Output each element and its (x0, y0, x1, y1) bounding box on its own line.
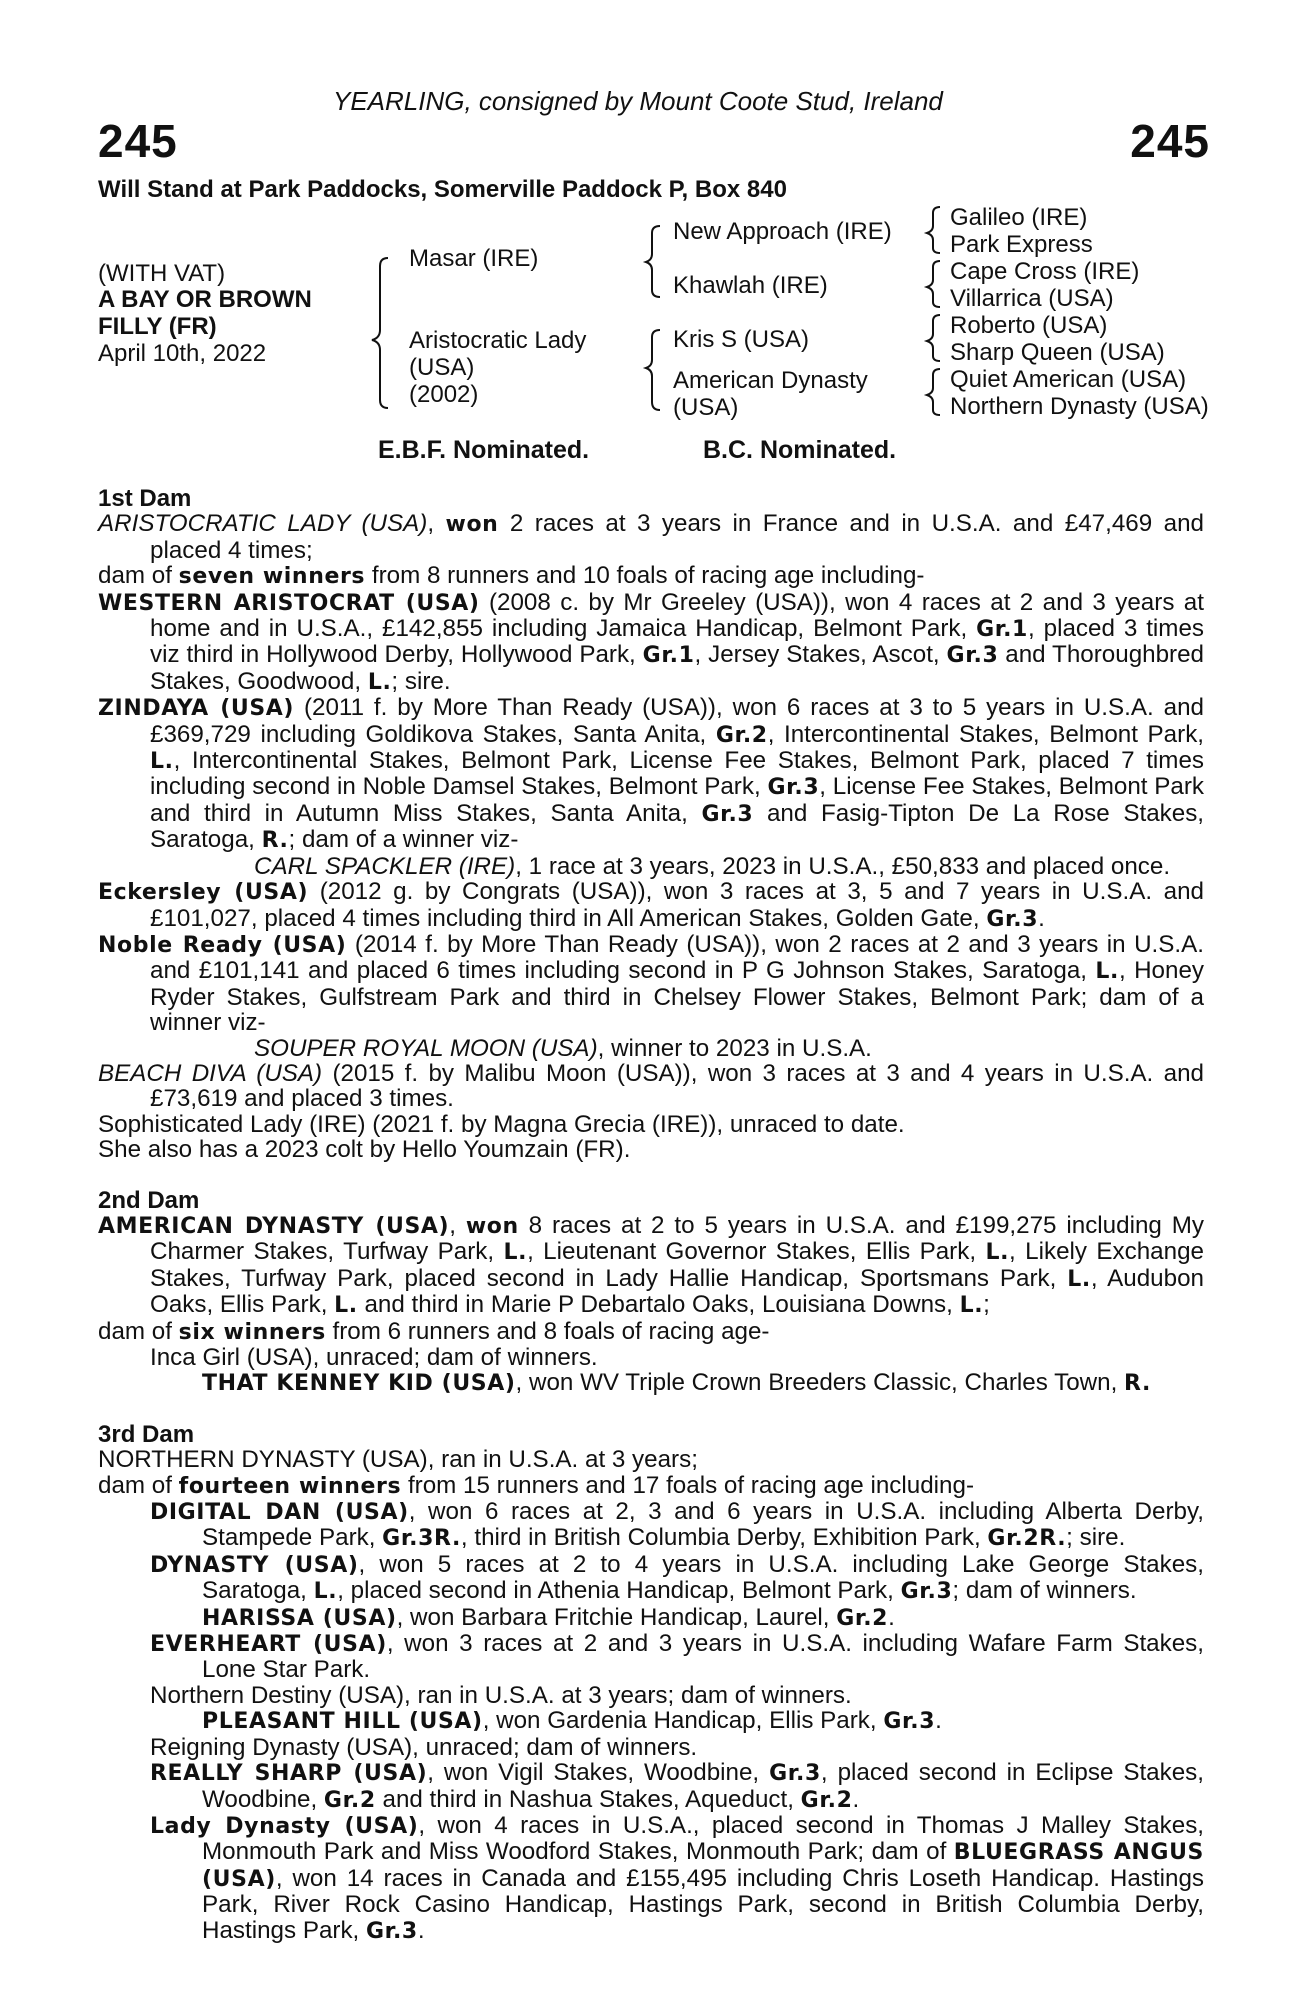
lot-number-right: 245 (1130, 115, 1210, 167)
produce-souper-royal-moon: SOUPER ROYAL MOON (USA), winner to 2023 in U.S.A. (254, 1034, 872, 1062)
sire-name: Masar (IRE) (409, 245, 539, 272)
dam-dam-l2: (USA) (673, 394, 739, 421)
brace-sd (927, 261, 940, 307)
section-1st-dam: 1st Dam (98, 485, 192, 512)
section-3rd-dam: 3rd Dam (98, 1420, 195, 1448)
produce-harissa: HARISSA (USA), won Barbara Fritchie Handicap, Laurel, Gr.2. (202, 1603, 895, 1631)
brace-ds (927, 315, 940, 361)
brace-ss (927, 207, 940, 253)
sdd: Villarrica (USA) (950, 285, 1114, 312)
produce-everheart: EVERHEART (USA), won 3 races at 2 and 3 years in U.S.A. including Wafare Farm Stakes, Lone Star Park. (150, 1630, 1204, 1684)
produce-beach-diva: BEACH DIVA (USA) (2015 f. by Malibu Moon (USA)), won 3 races at 3 and 4 years in U.S.A. and £73,619 and placed 3 times. (98, 1059, 1204, 1113)
sire-dam: Khawlah (IRE) (673, 272, 828, 299)
produce-northern-destiny: Northern Destiny (USA), ran in U.S.A. at 3 years; dam of winners. (150, 1681, 852, 1709)
produce-sophisticated-lady: Sophisticated Lady (IRE) (2021 f. by Magna Grecia (IRE)), unraced to date. (98, 1110, 905, 1138)
dam-name-l3: (2002) (409, 381, 479, 408)
catalogue-body (98, 486, 1204, 1944)
dam-sire: Kris S (USA) (673, 326, 810, 353)
dam-dam-l1: American Dynasty (673, 367, 868, 394)
sds: Cape Cross (IRE) (950, 258, 1140, 285)
section-2nd-dam: 2nd Dam (98, 1186, 200, 1214)
produce-dynasty: DYNASTY (USA), won 5 races at 2 to 4 years in U.S.A. including Lake George Stakes, Saratoga, L., placed second in Athenia Handicap, Belmont Park, Gr.3; dam of winners. (150, 1550, 1204, 1605)
brace-sire (646, 226, 660, 297)
dam1-colt-note: She also has a 2023 colt by Hello Youmzain (FR). (98, 1136, 631, 1164)
produce-western-aristocrat: WESTERN ARISTOCRAT (USA) (2008 c. by Mr Greeley (USA)), won 4 races at 2 and 3 years at home and in U.S.A., £142,855 including Jamaica Handicap, Belmont Park, Gr.1, placed 3 times viz third in Hollywood Derby, Hollywood Park, Gr.1, Jersey Stakes, Ascot, Gr.3 and Thoroughbred Stakes, Goodwood, L.; sire. (98, 588, 1205, 695)
produce-that-kenney-kid: THAT KENNEY KID (USA), won WV Triple Crown Breeders Classic, Charles Town, R. (202, 1369, 1151, 1397)
dam3-produce-summary: dam of fourteen winners from 15 runners and 17 foals of racing age including- (98, 1471, 974, 1499)
produce-digital-dan: DIGITAL DAN (USA), won 6 races at 2, 3 and 6 years in U.S.A. including Alberta Derby, Stampede Park, Gr.3R., third in British Columbia Derby, Exhibition Park, Gr.2R.; sire. (150, 1498, 1204, 1552)
brace-gen1 (372, 258, 388, 408)
dam-name-l1: Aristocratic Lady (409, 327, 587, 354)
consignment-line: YEARLING, consigned by Mount Coote Stud, Ireland (333, 86, 943, 116)
ssd: Park Express (950, 231, 1093, 258)
bc-nominated: B.C. Nominated. (703, 436, 897, 464)
dss: Roberto (USA) (950, 312, 1108, 339)
horse-name-line1: A BAY OR BROWN (98, 286, 312, 313)
stand-location: Will Stand at Park Paddocks, Somerville Paddock P, Box 840 (98, 176, 787, 203)
brace-dd (927, 369, 940, 415)
brace-dam (646, 330, 660, 410)
dsd: Sharp Queen (USA) (950, 339, 1165, 366)
produce-noble-ready: Noble Ready (USA) (2014 f. by More Than Ready (USA)), won 2 races at 2 and 3 years in U.S.A. and £101,141 and placed 6 times including second in P G Johnson Stakes, Saratoga, L., Honey Ryder Stakes, Gulfstream Park and third in Chelsey Flower Stakes, Belmont Park; dam of a winner viz- (98, 930, 1204, 1037)
dam-name-l2: (USA) (409, 354, 475, 381)
produce-inca-girl: Inca Girl (USA), unraced; dam of winners. (150, 1344, 598, 1371)
lot-number-left: 245 (98, 115, 178, 167)
produce-eckersley: Eckersley (USA) (2012 g. by Congrats (USA)), won 3 races at 3, 5 and 7 years in U.S.A. and £101,027, placed 4 times including third in All American Stakes, Golden Gate, Gr.3. (98, 878, 1204, 932)
produce-reigning-dynasty: Reigning Dynasty (USA), unraced; dam of winners. (150, 1733, 698, 1761)
dds: Quiet American (USA) (950, 366, 1187, 393)
ebf-nominated: E.B.F. Nominated. (378, 436, 590, 464)
dam1-record: ARISTOCRATIC LADY (USA), won 2 races at 3 years in France and in U.S.A. and £47,469 and placed 4 times; (98, 510, 1204, 564)
dam2-record: AMERICAN DYNASTY (USA), won 8 races at 2 to 5 years in U.S.A. and £199,275 including My Charmer Stakes, Turfway Park, L., Lieutenant Governor Stakes, Ellis Park, L., Likely Exchange Stakes, Turfway Park, placed second in Lady Hallie Handicap, Sportsmans Park, L., Audubon Oaks, Ellis Park, L. and third in Marie P Debartalo Oaks, Louisiana Downs, L.; (98, 1211, 1204, 1319)
vat-note: (WITH VAT) (98, 260, 226, 287)
produce-pleasant-hill: PLEASANT HILL (USA), won Gardenia Handicap, Ellis Park, Gr.3. (202, 1707, 942, 1735)
sire-sire: New Approach (IRE) (673, 218, 892, 245)
dam1-produce-summary: dam of seven winners from 8 runners and 10 foals of racing age including- (98, 562, 925, 590)
produce-really-sharp: REALLY SHARP (USA), won Vigil Stakes, Woodbine, Gr.3, placed second in Eclipse Stakes, Woodbine, Gr.2 and third in Nashua Stakes, Aqueduct, Gr.2. (150, 1759, 1204, 1813)
produce-zindaya: ZINDAYA (USA) (2011 f. by More Than Ready (USA)), won 6 races at 3 to 5 years in U.S.A. and £369,729 including Goldikova Stakes, Santa Anita, Gr.2, Intercontinental Stakes, Belmont Park, L., Intercontinental Stakes, Belmont Park, License Fee Stakes, Belmont Park, placed 7 times including second in Noble Damsel Stakes, Belmont Park, Gr.3, License Fee Stakes, Belmont Park and third in Autumn Miss Stakes, Santa Anita, Gr.3 and Fasig-Tipton De La Rose Stakes, Saratoga, R.; dam of a winner viz- (98, 694, 1205, 854)
ddd: Northern Dynasty (USA) (950, 393, 1209, 420)
sss: Galileo (IRE) (950, 204, 1088, 231)
horse-name-line2: FILLY (FR) (98, 313, 217, 340)
foaling-date: April 10th, 2022 (98, 340, 267, 367)
produce-carl-spackler: CARL SPACKLER (IRE), 1 race at 3 years, 2023 in U.S.A., £50,833 and placed once. (254, 852, 1171, 880)
dam3-record: NORTHERN DYNASTY (USA), ran in U.S.A. at 3 years; (98, 1446, 698, 1474)
produce-lady-dynasty: Lady Dynasty (USA), won 4 races in U.S.A., placed second in Thomas J Malley Stakes, Monmouth Park and Miss Woodford Stakes, Monmouth Park; dam of BLUEGRASS ANGUS (USA), won 14 races in Canada and £155,495 including Chris Loseth Handicap. Hastings Park, River Rock Casino Handicap, Hastings Park, second in British Columbia Derby, Hastings Park, Gr.3. (150, 1811, 1205, 1944)
dam2-produce-summary: dam of six winners from 6 runners and 8 foals of racing age- (98, 1317, 770, 1345)
